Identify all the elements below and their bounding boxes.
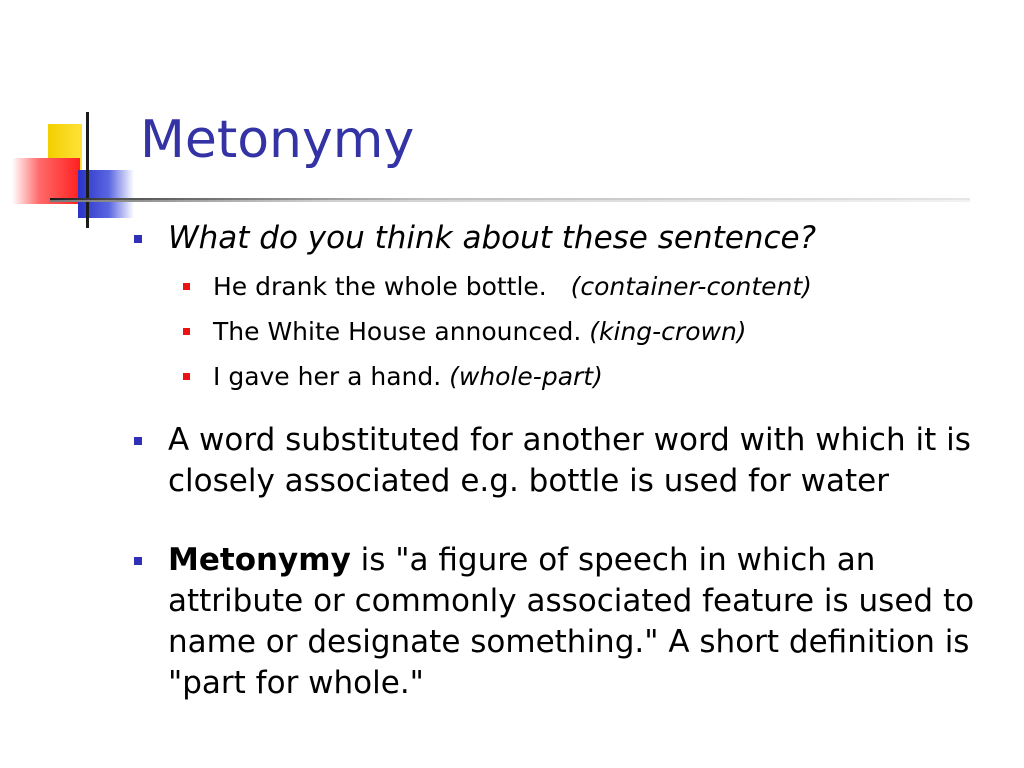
slide-title: Metonymy: [140, 110, 415, 170]
example-item: [130, 309, 990, 354]
example-item: [130, 354, 990, 399]
example-note: (king-crown): [589, 317, 747, 346]
quote-term: Metonymy: [168, 542, 351, 578]
title-underline-shadow: [50, 200, 970, 202]
question-text: What do you think about these sentence?: [168, 220, 817, 256]
example-sentence: I gave her a hand.: [213, 362, 442, 391]
definition-bullet: [130, 420, 990, 502]
decorative-logo: [0, 0, 150, 240]
bullet-square-icon: [183, 328, 190, 335]
vertical-rule: [86, 112, 89, 228]
example-sentence: The White House announced.: [213, 317, 582, 346]
bullet-square-icon: [183, 283, 190, 290]
quote-text: is "a figure of speech in which an attribute or commonly associated feature is used to name or designate something." A short definition is "part for whole.": [168, 542, 975, 701]
example-note: (whole-part): [449, 362, 603, 391]
example-item: [130, 264, 990, 309]
definition-text: A word substituted for another word with which it is closely associated e.g. bottle is used for water: [168, 422, 971, 499]
bullet-square-icon: [134, 235, 142, 243]
bullet-square-icon: [134, 437, 142, 445]
slide-content: [130, 218, 990, 704]
question-bullet: [130, 218, 990, 259]
bullet-square-icon: [134, 557, 142, 565]
quote-bullet: [130, 540, 990, 704]
example-sentence: He drank the whole bottle.: [213, 272, 547, 301]
bullet-square-icon: [183, 373, 190, 380]
example-list: [130, 264, 990, 399]
example-note: (container-content): [570, 272, 812, 301]
